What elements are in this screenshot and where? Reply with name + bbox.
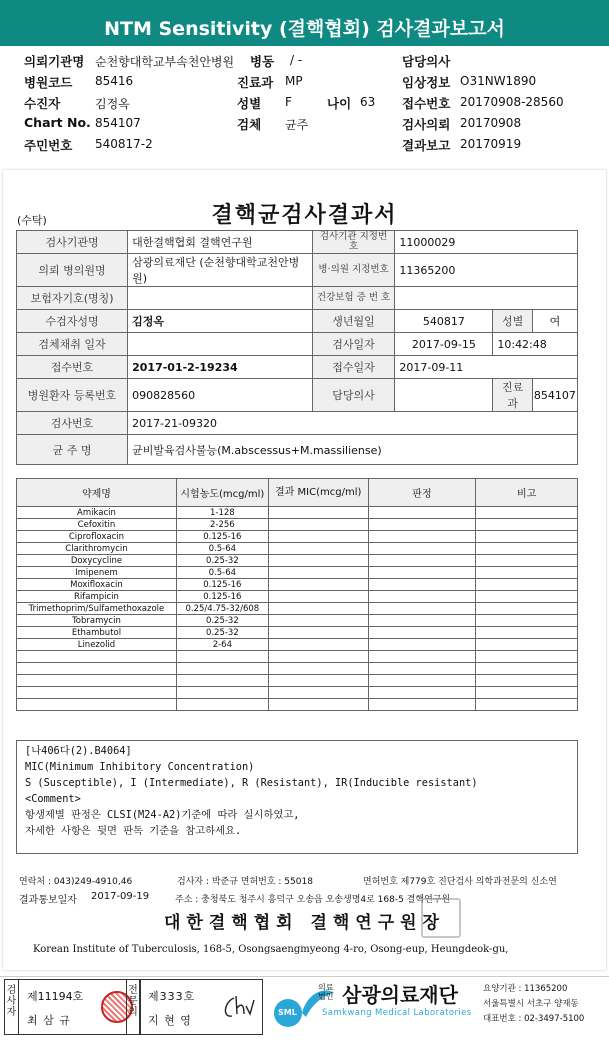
cell [476,699,578,711]
cell [476,663,578,675]
table-row [17,519,578,531]
cell: 090828560 [128,379,313,412]
cell: 0.25-32 [176,627,268,639]
rrn-value: 540817-2 [95,137,153,151]
cell [368,627,476,639]
cell: 0.125-16 [176,591,268,603]
cell: Tobramycin [17,615,177,627]
cell [476,531,578,543]
cell: 검체채취 일자 [17,333,128,356]
cell [395,287,578,310]
column-header: 결과 MIC(mcg/ml) [268,479,368,507]
code-value: 85416 [95,74,134,88]
specialist-label: 전문의 [126,980,140,1034]
cell: Imipenem [17,567,177,579]
cell: 담당의사 [312,379,395,412]
cell: 0.25-32 [176,615,268,627]
cell [476,591,578,603]
report-title: NTM Sensitivity (결핵협회) 검사결과보고서 [104,18,505,40]
table-row [17,591,578,603]
cell: 0.125-16 [176,579,268,591]
table-row [17,651,578,663]
result-info-table [16,230,578,465]
table-row [17,579,578,591]
license: 면허번호 제779호 진단검사 의학과전문의 신소연 [363,877,557,887]
cell: 의뢰 병의원명 [17,254,128,287]
facility-code: 요양기관 : 11365200 [483,984,568,994]
cell [368,651,476,663]
dept-label: 진료과 [237,75,274,90]
cell: 2-64 [176,639,268,651]
cell: Cefoxitin [17,519,177,531]
cell: Moxifloxacin [17,579,177,591]
cell: 2017-21-09320 [128,412,578,435]
official-seal [421,898,461,938]
doctor-label: 담당의사 [402,54,451,69]
tester-box [4,979,141,1035]
tester-label: 검사자 [5,980,19,1034]
cell [268,519,368,531]
comment-box [16,740,578,854]
cell [17,663,177,675]
cell: Amikacin [17,507,177,519]
logo-small: 의료법인 [318,983,334,1001]
cell: 병원환자 등록번호 [17,379,128,412]
cell [176,651,268,663]
table-row [17,412,578,435]
cell: 접수번호 [17,356,128,379]
cell [476,543,578,555]
cell [17,675,177,687]
cell: 보험자기호(명칭) [17,287,128,310]
cell [368,687,476,699]
specimen-label: 검체 [237,117,262,132]
cell: 2017-09-15 [395,333,493,356]
cell: 1-128 [176,507,268,519]
cell: 0.25-32 [176,555,268,567]
cell [368,543,476,555]
cell: Linezolid [17,639,177,651]
cell [268,663,368,675]
tester-name: 최 삼 규 [27,1014,71,1027]
cell [268,627,368,639]
cell: Ethambutol [17,627,177,639]
age-value: 63 [360,95,376,109]
cell [128,287,313,310]
cell: 검사번호 [17,412,128,435]
cell: 10:42:48 [493,333,578,356]
cell [268,507,368,519]
cell [268,639,368,651]
table-row [17,379,578,412]
inst-value: 순천향대학교부속천안병원 [95,55,235,69]
table-row [17,555,578,567]
report-date-label: 결과통보일자 [19,895,77,906]
chart-label: Chart No. [24,115,91,130]
logo-english: Samkwang Medical Laboratories [322,1008,472,1018]
cell: 균비발육검사불능(M.abscessus+M.massiliense) [128,435,578,465]
table-header-row [17,479,578,507]
cell [368,567,476,579]
cell [368,663,476,675]
cell: 11000029 [395,231,578,254]
cell: 병·의원 지정번호 [312,254,395,287]
table-row [17,435,578,465]
receipt-value: 20170908-28560 [460,95,564,109]
table-row [17,543,578,555]
specimen-value: 균주 [285,118,309,132]
report-date: 2017-09-19 [91,891,150,902]
cell [268,615,368,627]
specialist-box [126,979,263,1035]
cell [476,639,578,651]
cell: 2-256 [176,519,268,531]
cell [476,555,578,567]
table-row [17,699,578,711]
cell [368,507,476,519]
cell [176,663,268,675]
specialist-name: 지 현 영 [148,1014,192,1027]
cell [268,579,368,591]
rrn-label: 주민번호 [24,138,73,153]
cell [395,379,493,412]
clinic-value: O31NW1890 [460,74,537,88]
organization-english: Korean Institute of Tuberculosis, 168-5, Osongsaengmyeong 4-ro, Osong-eup, Heungdeok-gu, [33,944,509,955]
inst-label: 의뢰기관명 [24,54,85,69]
cell: Ciprofloxacin [17,531,177,543]
cell: 2017-09-11 [395,356,578,379]
cell: 검사일자 [312,333,395,356]
table-row [17,287,578,310]
organization-name: 대한결핵협회 결핵연구원장 [164,913,445,933]
cell [17,651,177,663]
column-header: 비고 [476,479,578,507]
table-row [17,310,578,333]
cell [476,651,578,663]
cell: 검사기관명 [17,231,128,254]
cell [17,687,177,699]
cell: 0.125-16 [176,531,268,543]
cell [268,675,368,687]
footer-signatures [0,976,609,1041]
cell: 수검자성명 [17,310,128,333]
sex-value: F [285,95,292,109]
scanned-result-document [3,170,606,970]
cell [476,687,578,699]
patient-value: 김정옥 [95,97,130,111]
report-label: 결과보고 [402,138,451,153]
cell: Doxycycline [17,555,177,567]
note-line: 항생제별 판정은 CLSI(M24-A2)기준에 따라 실시하였고, [25,809,300,821]
table-row [17,627,578,639]
examiner: 검사자 : 박준규 면허번호 : 55018 [177,877,313,887]
cell: 0.25/4.75-32/608 [176,603,268,615]
receipt-label: 접수번호 [402,96,451,111]
note-line: <Comment> [25,793,81,805]
note-line: 자세한 사항은 뒷면 판독 기준을 참고하세요. [25,825,242,837]
cell [368,555,476,567]
table-row [17,254,578,287]
table-row [17,615,578,627]
request-value: 20170908 [460,116,522,130]
cell [368,675,476,687]
table-row [17,567,578,579]
cell [176,687,268,699]
cell [368,603,476,615]
cell [476,519,578,531]
cell [268,699,368,711]
cell [176,675,268,687]
cell: 검사기관 지정번호 [312,231,395,254]
cell [476,507,578,519]
cell: 진료과 [493,379,533,412]
cell [368,699,476,711]
cell: Trimethoprim/Sulfamethoxazole [17,603,177,615]
report-header [0,0,609,46]
note-line: S (Susceptible), I (Intermediate), R (Resistant), IR(Inducible resistant) [25,777,478,789]
cell [128,333,313,356]
cell: 삼광의료재단 (순천향대학교천안병원) [128,254,313,287]
cell [268,651,368,663]
cell [268,555,368,567]
cell [268,687,368,699]
cell [368,531,476,543]
address: 주소 : 충청북도 청주시 흥덕구 오송읍 오송생명4로 168-5 결핵연구원 [175,895,451,905]
cell: 김정옥 [128,310,313,333]
specialist-number: 제333호 [148,990,196,1003]
document-title: 결핵균검사결과서 [211,202,398,228]
column-header: 약제명 [17,479,177,507]
cell [268,543,368,555]
cell [368,639,476,651]
code-label: 병원코드 [24,75,73,90]
cell [476,579,578,591]
cell [268,531,368,543]
logo-name: 삼광의료재단 [342,983,458,1007]
note-line: MIC(Minimum Inhibitory Concentration) [25,761,255,773]
cell [476,615,578,627]
cell: 균 주 명 [17,435,128,465]
contact: 연락처 : 043)249-4910,46 [19,877,133,887]
cell [268,603,368,615]
cell: 여 [532,310,577,333]
cell: 2017-01-2-19234 [128,356,313,379]
table-row [17,639,578,651]
report-value: 20170919 [460,137,522,151]
cell [368,591,476,603]
cell [476,567,578,579]
patient-label: 수진자 [24,96,61,111]
cell [476,603,578,615]
table-row [17,687,578,699]
column-header: 판정 [368,479,476,507]
cell [17,699,177,711]
dept-value: MP [285,74,303,88]
cell [368,519,476,531]
clinic-label: 임상정보 [402,75,451,90]
table-row [17,231,578,254]
drug-sensitivity-table [16,478,578,711]
cell [476,675,578,687]
table-row [17,507,578,519]
cell: 11365200 [395,254,578,287]
table-row [17,675,578,687]
tester-number: 제11194호 [27,990,84,1003]
ward-label: 병동 [250,54,275,69]
facility-phone: 대표번호 : 02-3497-5100 [483,1014,585,1024]
cell [268,567,368,579]
cell [476,627,578,639]
ward-value: / - [290,53,303,67]
consignment-tag: (수탁) [17,214,47,227]
sex-label: 성별 [237,96,262,111]
cell: 생년월일 [312,310,395,333]
table-row [17,603,578,615]
cell [368,615,476,627]
chart-value: 854107 [95,116,141,130]
table-row [17,531,578,543]
cell: 대한결핵협회 결핵연구원 [128,231,313,254]
cell: 건강보험 증 번 호 [312,287,395,310]
cell: 접수일자 [312,356,395,379]
cell [176,699,268,711]
cell: 540817 [395,310,493,333]
cell: Clarithromycin [17,543,177,555]
logo-sml: SML [278,1008,297,1017]
cell: 0.5-64 [176,543,268,555]
cell [368,579,476,591]
cell [268,591,368,603]
column-header: 시험농도(mcg/ml) [176,479,268,507]
cell: 성별 [493,310,533,333]
note-line: [나406다(2).B4064] [25,745,132,757]
facility-address: 서울특별시 서초구 양재동 [483,999,579,1009]
cell: 854107 [532,379,577,412]
request-label: 검사의뢰 [402,117,451,132]
cell: Rifampicin [17,591,177,603]
signature-icon [220,992,256,1024]
table-row [17,663,578,675]
table-row [17,356,578,379]
table-row [17,333,578,356]
age-label: 나이 [327,96,352,111]
cell: 0.5-64 [176,567,268,579]
